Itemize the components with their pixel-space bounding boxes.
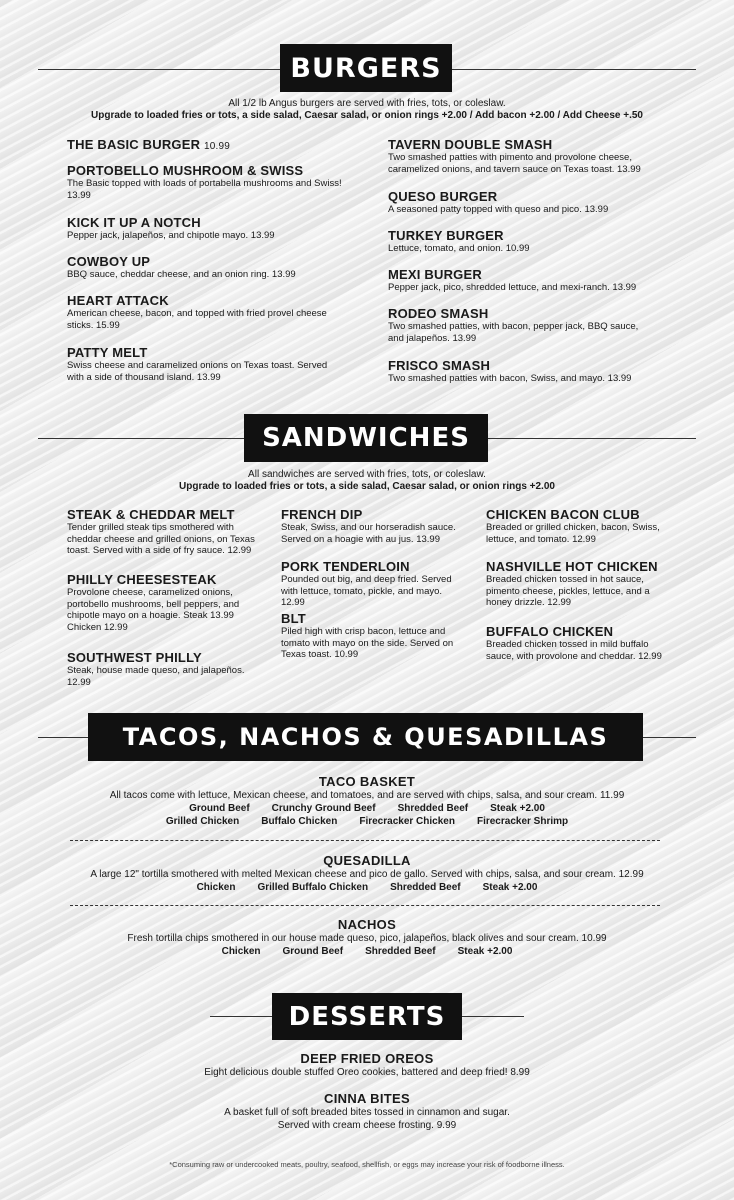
item-description: Breaded or grilled chicken, bacon, Swiss, lettuce, and tomato. 12.99 — [486, 522, 660, 545]
option-item: Firecracker Shrimp — [476, 816, 569, 827]
item-description: Two smashed patties, with bacon, pepper jack, BBQ sauce, and jalapeños. 13.99 — [388, 321, 639, 344]
option-item: Buffalo Chicken — [261, 816, 338, 827]
item-description: A basket full of soft breaded bites tossed in cinnamon and sugar. — [224, 1107, 510, 1118]
menu-item — [67, 345, 342, 383]
item-description: Fresh tortilla chips smothered in our house made queso, pico, jalapeños, black olives and sour cream. 10.99 — [127, 933, 607, 944]
option-item: Firecracker Chicken — [359, 816, 455, 827]
item-description: Swiss cheese and caramelized onions on Texas toast. Served with a side of thousand island. 13.99 — [67, 360, 328, 383]
option-list — [0, 945, 734, 958]
item-description: Lettuce, tomato, and onion. 10.99 — [388, 243, 530, 254]
item-description: Steak, Swiss, and our horseradish sauce. Served on a hoagie with au jus. 13.99 — [281, 522, 456, 545]
item-description: Pounded out big, and deep fried. Served with lettuce, tomato, pickle, and mayo. 12.99 — [281, 574, 452, 608]
item-name: FRENCH DIP — [281, 507, 363, 522]
menu-item — [67, 507, 255, 557]
item-name: RODEO SMASH — [388, 306, 489, 321]
item-name: NASHVILLE HOT CHICKEN — [486, 559, 658, 574]
menu-item — [281, 611, 461, 661]
option-item: Steak +2.00 — [482, 882, 538, 893]
item-description: Served with cream cheese frosting. 9.99 — [277, 1120, 457, 1131]
item-description: Two smashed patties with pimento and provolone cheese, caramelized onions, and tavern sauce on Texas toast. 13.99 — [388, 152, 641, 175]
nachos-section — [0, 917, 734, 958]
option-item: Steak +2.00 — [490, 803, 545, 814]
item-name: MEXI BURGER — [388, 267, 482, 282]
item-description: American cheese, bacon, and topped with fried provel cheese sticks. 15.99 — [67, 308, 327, 331]
item-name: QUESO BURGER — [388, 189, 498, 204]
menu-item — [486, 624, 671, 662]
item-name: SOUTHWEST PHILLY — [67, 650, 202, 665]
item-description: A large 12" tortilla smothered with melted Mexican cheese and pico de gallo. Served with chips, salsa, and sour cream. 12.99 — [90, 869, 644, 880]
dashed-divider — [70, 905, 660, 906]
item-description: A seasoned patty topped with queso and pico. 13.99 — [388, 204, 609, 215]
dessert-item — [0, 1051, 734, 1079]
item-description: Provolone cheese, caramelized onions, portobello mushrooms, bell peppers, and chipotle mayo on a hoagie. Steak 13.99 Chicken 12.99 — [67, 587, 240, 633]
menu-item — [486, 559, 666, 609]
menu-item — [67, 293, 335, 331]
item-name: HEART ATTACK — [67, 293, 169, 308]
item-description: Pepper jack, jalapeños, and chipotle mayo. 13.99 — [67, 230, 275, 241]
item-name: QUESADILLA — [323, 853, 411, 868]
dashed-divider — [70, 840, 660, 841]
item-name: PORK TENDERLOIN — [281, 559, 410, 574]
burgers-upgrade-text: Upgrade to loaded fries or tots, a side salad, Caesar salad, or onion rings +2.00 / Add bacon +2.00 / Add Cheese +.50 — [91, 110, 643, 121]
item-name: CINNA BITES — [324, 1091, 410, 1106]
sandwiches-upgrade-text: Upgrade to loaded fries or tots, a side salad, Caesar salad, or onion rings +2.00 — [179, 481, 555, 492]
item-description: Breaded chicken tossed in hot sauce, pimento cheese, pickles, lettuce, and a honey drizzle. 12.99 — [486, 574, 650, 608]
item-description: Piled high with crisp bacon, lettuce and tomato with mayo on the side. Served on Texas toast. 10.99 — [281, 626, 454, 660]
menu-item — [388, 137, 648, 175]
menu-item — [388, 306, 653, 344]
item-name: CHICKEN BACON CLUB — [486, 507, 640, 522]
sandwiches-intro — [0, 469, 734, 493]
quesadilla-section — [0, 853, 734, 894]
desserts-heading: DESSERTS — [272, 993, 462, 1040]
item-name: FRISCO SMASH — [388, 358, 491, 373]
option-list — [0, 802, 734, 815]
option-item: Grilled Chicken — [165, 816, 240, 827]
item-price: 10.99 — [204, 141, 231, 152]
option-list — [0, 881, 734, 894]
option-list — [0, 815, 734, 828]
option-item: Shredded Beef — [365, 946, 436, 957]
item-description: Eight delicious double stuffed Oreo cookies, battered and deep fried! 8.99 — [204, 1067, 530, 1078]
item-name: TACO BASKET — [318, 774, 416, 789]
option-item: Crunchy Ground Beef — [271, 803, 376, 814]
item-name: PORTOBELLO MUSHROOM & SWISS — [67, 163, 304, 178]
item-name: BUFFALO CHICKEN — [486, 624, 614, 639]
burgers-heading: BURGERS — [280, 44, 452, 92]
menu-item — [67, 215, 342, 242]
taco-basket-section — [0, 774, 734, 828]
menu-item — [388, 228, 668, 255]
menu-item — [486, 507, 666, 545]
item-description: BBQ sauce, cheddar cheese, and an onion ring. 13.99 — [67, 269, 296, 280]
item-name: NACHOS — [337, 917, 397, 932]
item-description: Pepper jack, pico, shredded lettuce, and mexi-ranch. 13.99 — [388, 282, 637, 293]
item-name: STEAK & CHEDDAR MELT — [67, 507, 235, 522]
menu-item — [67, 650, 267, 688]
tacos-heading: TACOS, NACHOS & QUESADILLAS — [88, 713, 643, 761]
item-name: KICK IT UP A NOTCH — [67, 215, 201, 230]
option-item: Shredded Beef — [397, 803, 469, 814]
option-item: Chicken — [196, 882, 236, 893]
item-description: Tender grilled steak tips smothered with cheddar cheese and grilled onions, on Texas toast. Served with a side of fry sauce. 12.99 — [67, 522, 255, 556]
item-description: All tacos come with lettuce, Mexican cheese, and tomatoes, and are served with chips, salsa, and sour cream. 11.99 — [109, 790, 625, 801]
menu-item — [281, 559, 466, 609]
dessert-item — [0, 1091, 734, 1132]
item-description: Breaded chicken tossed in mild buffalo sauce, with provolone and cheddar. 12.99 — [486, 639, 662, 662]
burgers-intro-text: All 1/2 lb Angus burgers are served with fries, tots, or coleslaw. — [228, 98, 506, 109]
menu-item — [67, 572, 255, 633]
item-name: THE BASIC BURGER — [67, 137, 201, 152]
footer-disclaimer: *Consuming raw or undercooked meats, poultry, seafood, shellfish, or eggs may increase your risk of foodborne illness. — [169, 1160, 565, 1169]
menu-item — [67, 163, 342, 201]
item-description: Two smashed patties with bacon, Swiss, and mayo. 13.99 — [388, 373, 632, 384]
option-item: Ground Beef — [282, 946, 344, 957]
item-name: BLT — [281, 611, 306, 626]
item-name: TURKEY BURGER — [388, 228, 504, 243]
option-item: Grilled Buffalo Chicken — [257, 882, 369, 893]
option-item: Shredded Beef — [390, 882, 461, 893]
menu-item — [388, 189, 668, 216]
item-description: Steak, house made queso, and jalapeños. 12.99 — [67, 665, 245, 688]
option-item: Steak +2.00 — [457, 946, 513, 957]
menu-item — [67, 254, 342, 281]
menu-item — [67, 137, 347, 154]
sandwiches-heading: SANDWICHES — [244, 414, 488, 462]
item-name: TAVERN DOUBLE SMASH — [388, 137, 553, 152]
option-item: Ground Beef — [189, 803, 250, 814]
item-name: DEEP FRIED OREOS — [300, 1051, 434, 1066]
item-description: The Basic topped with loads of portabella mushrooms and Swiss! 13.99 — [67, 178, 342, 201]
item-name: PHILLY CHEESESTEAK — [67, 572, 217, 587]
option-item: Chicken — [221, 946, 261, 957]
menu-item — [281, 507, 466, 545]
item-name: COWBOY UP — [67, 254, 151, 269]
burgers-intro — [0, 98, 734, 122]
item-name: PATTY MELT — [67, 345, 148, 360]
menu-item — [388, 358, 668, 385]
sandwiches-intro-text: All sandwiches are served with fries, tots, or coleslaw. — [248, 469, 486, 480]
menu-item — [388, 267, 668, 294]
